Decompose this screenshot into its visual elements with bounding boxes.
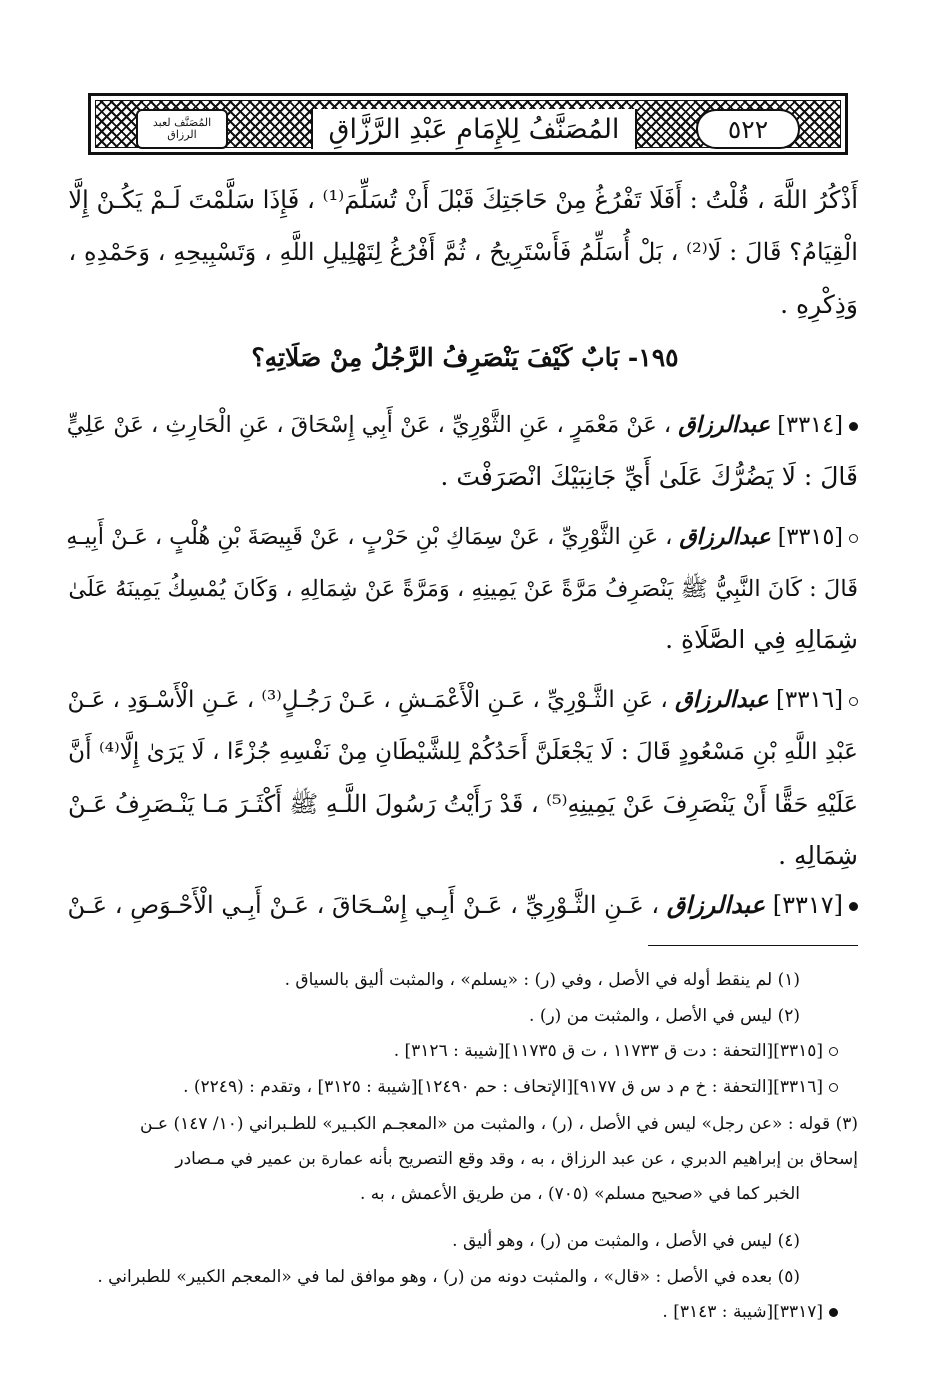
- text-line: قَالَ : كَانَ النَّبِيُّ ﷺ يَنْصَرِفُ مَرَّةً عَنْ يَمِينِهِ ، وَمَرَّةً عَنْ شِمَالِهِ ، وَكَانَ يُمْسِكُ يَمِينَهُ عَلَىٰ: [68, 576, 858, 602]
- footnote-separator: [648, 945, 858, 946]
- page-header: [88, 93, 848, 155]
- text-line: الْقِيَامُ؟ قَالَ : لَا⁽²⁾ ، بَلْ أُسَلِّمُ فَأَسْتَرِيحُ ، ثُمَّ أَفْرُغُ لِتَهْلِيلِ اللَّهِ ، وَتَسْبِيحِهِ ، وَحَمْدِهِ ،: [68, 238, 858, 266]
- hadith-ref: [٣٣١٧]: [772, 891, 843, 919]
- hadith-chain: ، عَنِ الثَّوْرِيِّ ، عَنْ سِمَاكِ بْنِ حَرْبٍ ، عَنْ قَبِيصَةَ بْنِ هُلْبٍ ، عَـنْ أَبِيـهِ: [66, 524, 673, 550]
- filled-bullet-icon: [849, 422, 858, 431]
- footnote-ref: [٣٣١٥][التحفة : دت ق ١١٧٣٣ ، ت ق ١١٧٣٥][شيبة : ٣١٢٦] .: [394, 1038, 838, 1064]
- footnote: (٢) ليس في الأصل ، والمثبت من (ر) .: [529, 1006, 800, 1026]
- header-ornament: [95, 100, 841, 148]
- hadith-chain: ، عَنْ مَعْمَرٍ ، عَنِ الثَّوْرِيِّ ، عَنْ أَبِي إِسْحَاقَ ، عَنِ الْحَارِثِ ، عَنْ عَلِيٍّ: [66, 412, 672, 438]
- hadith-author: عبدالرزاق: [678, 412, 771, 438]
- footnote: (١) لم ينقط أوله في الأصل ، وفي (ر) : «يسلم» ، والمثبت أليق بالسياق .: [284, 970, 800, 990]
- filled-bullet-icon: [849, 902, 858, 911]
- filled-bullet-icon: [829, 1308, 838, 1317]
- book-title: المُصَنَّفُ لِلإِمَامِ عَبْدِ الرَّزَّاقِ: [328, 113, 620, 145]
- hadith-author: عبدالرزاق: [679, 524, 771, 550]
- text-line: شِمَالِهِ فِي الصَّلَاةِ .: [665, 625, 858, 654]
- hollow-bullet-icon: [829, 1047, 838, 1056]
- hadith-chain: ، عَنِ الثَّـوْرِيِّ ، عَـنِ الْأَعْمَـشِ ، عَـنْ رَجُـلٍ⁽³⁾ ، عَـنِ الْأَسْـوَدِ ، عَـنْ: [67, 687, 668, 713]
- footnote: الخبر كما في «صحيح مسلم» (٧٠٥) ، من طريق الأعمش ، به .: [360, 1184, 800, 1204]
- text-line: شِمَالِهِ .: [778, 841, 858, 870]
- header-title-box: [311, 109, 637, 149]
- text-line: قَالَ : لَا يَضُرُّكَ عَلَىٰ أَيِّ جَانِبَيْكَ انْصَرَفْتَ .: [440, 462, 858, 491]
- hollow-bullet-icon: [849, 697, 858, 706]
- chapter-heading: ١٩٥- بَابٌ كَيْفَ يَنْصَرِفُ الرَّجُلُ مِنْ صَلَاتِهِ؟: [251, 343, 679, 372]
- text-line: عَبْدِ اللَّهِ بْنِ مَسْعُودٍ قَالَ : لَا يَجْعَلَنَّ أَحَدُكُمْ لِلشَّيْطَانِ مِنْ نَفْسِهِ جُزْءًا ، لَا يَرَىٰ إِلَّا⁽⁴⁾ أَنَّ: [68, 738, 858, 765]
- hollow-bullet-icon: [849, 534, 858, 543]
- hadith-3317: [67, 885, 858, 925]
- page-number-box: [696, 109, 800, 149]
- hadith-ref: [٣٣١٥]: [777, 524, 843, 550]
- hadith-ref: [٣٣١٤]: [777, 412, 843, 438]
- hadith-3316: [67, 680, 858, 720]
- page-number: ٥٢٢: [727, 114, 769, 144]
- text-line: أَذْكُرُ اللَّهَ ، قُلْتُ : أَفَلَا تَفْرُغُ مِنْ حَاجَتِكَ قَبْلَ أَنْ تُسَلِّمَ⁽¹⁾ ، فَإِذَا سَلَّمْتَ لَـمْ يَكُـنْ إِلَّا: [68, 185, 858, 214]
- book-logo: [136, 109, 228, 149]
- hadith-author: عبدالرزاق: [666, 890, 766, 919]
- hadith-author: عبدالرزاق: [675, 687, 769, 713]
- book-logo-text: المُصَنَّف لعبد الرزاق: [152, 116, 212, 141]
- text-line: وَذِكْرِهِ .: [780, 290, 858, 319]
- hollow-bullet-icon: [829, 1083, 838, 1092]
- hadith-3315: [66, 517, 858, 557]
- hadith-3314: [67, 405, 858, 445]
- footnote-ref: [٣٣١٧][شيبة : ٣١٤٣] .: [662, 1299, 838, 1325]
- footnote: (٣) قوله : «عن رجل» ليس في الأصل ، (ر) ، والمثبت من «المعجـم الكبـير» للطـبراني (١٠/ ١٤٧) عـن: [139, 1114, 858, 1134]
- footnote: إسحاق بن إبراهيم الدبري ، عن عبد الرزاق ، به ، وقد وقع التصريح بأنه عمارة بن عمير في مـصادر: [175, 1149, 858, 1169]
- footnote: (٥) بعده في الأصل : «قال» ، والمثبت دونه من (ر) ، وهو موافق لما في «المعجم الكبير» للطبراني .: [97, 1267, 800, 1287]
- text-line: عَلَيْهِ حَقًّا أَنْ يَنْصَرِفَ عَنْ يَمِينِهِ⁽⁵⁾ ، قَدْ رَأَيْتُ رَسُولَ اللَّـهِ ﷺ أَكْثَـرَ مَـا يَنْـصَرِفُ عَـنْ: [68, 790, 858, 818]
- hadith-ref: [٣٣١٦]: [775, 687, 843, 713]
- hadith-chain: ، عَـنِ الثَّـوْرِيِّ ، عَـنْ أَبِـي إِسْـحَاقَ ، عَـنْ أَبِـي الْأَحْـوَصِ ، عَـنْ: [67, 891, 660, 919]
- footnote: (٤) ليس في الأصل ، والمثبت من (ر) ، وهو أليق .: [452, 1231, 800, 1251]
- footnote-ref: [٣٣١٦][التحفة : خ م د س ق ٩١٧٧][الإتحاف : حم ١٢٤٩٠][شيبة : ٣١٢٥] ، وتقدم : (٢٢٤٩) .: [183, 1074, 838, 1100]
